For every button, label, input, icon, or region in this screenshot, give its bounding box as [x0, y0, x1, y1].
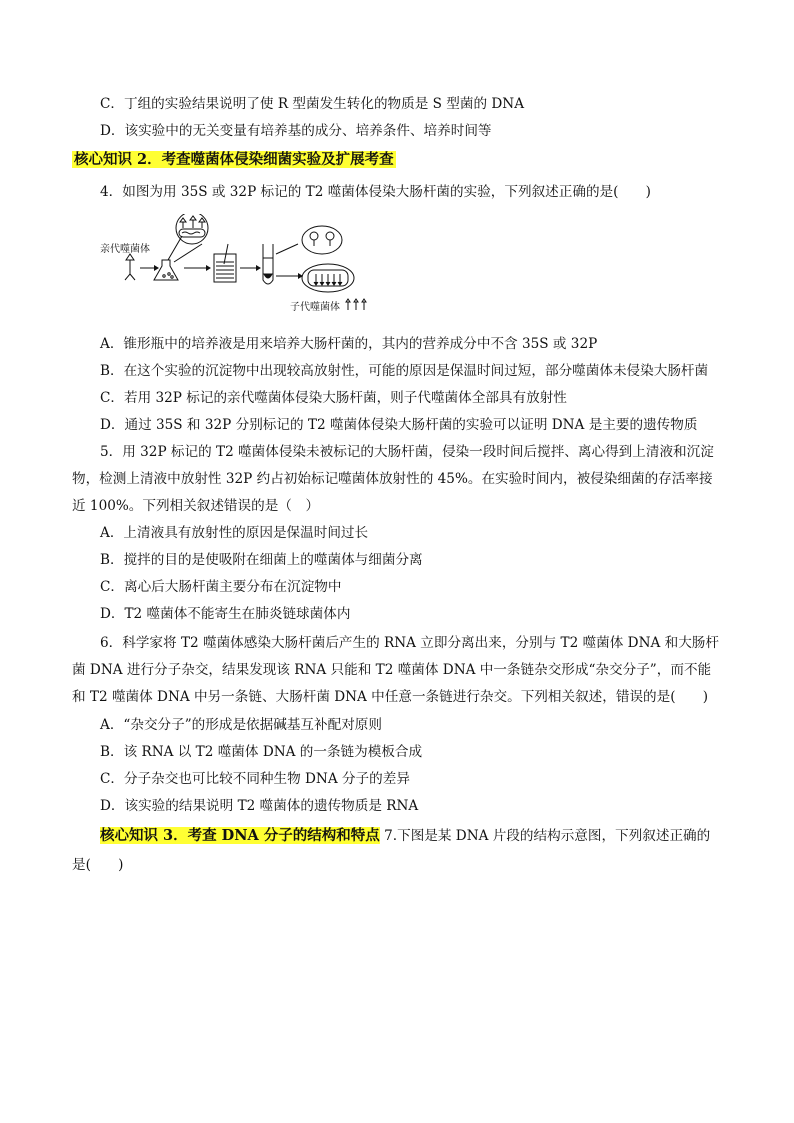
- question-6-stem-line2: 菌 DNA 进行分子杂交，结果发现该 RNA 只能和 T2 噬菌体 DNA 中一条链杂交形成“杂交分子”，而不能: [72, 662, 712, 678]
- question-6-option-c: C．分子杂交也可比较不同种生物 DNA 分子的差异: [100, 771, 410, 787]
- question-4-option-d: D．通过 35S 和 32P 分别标记的 T2 噬菌体侵染大肠杆菌的实验可以证明 DNA 是主要的遗传物质: [100, 417, 698, 433]
- question-6-option-d: D．该实验的结果说明 T2 噬菌体的遗传物质是 RNA: [100, 798, 419, 814]
- section-heading-2-text: 核心知识 2．考查噬菌体侵染细菌实验及扩展考查: [74, 151, 394, 168]
- label-parent-phage: 亲代噬菌体: [100, 244, 150, 255]
- section-heading-3-line: [100, 826, 710, 846]
- question-7-stem-line2: 是( ): [72, 857, 124, 873]
- option-d-prev: D．该实验中的无关变量有培养基的成分、培养条件、培养时间等: [100, 123, 492, 139]
- question-5-stem-line3: 近 100%。下列相关叙述错误的是（ ）: [72, 498, 320, 514]
- flask-icon: [154, 260, 178, 280]
- section-heading-2: [72, 150, 396, 170]
- offspring-phage-icon: [346, 299, 366, 310]
- question-6-option-a: A．“杂交分子”的形成是依据碱基互补配对原则: [100, 717, 382, 733]
- question-5-option-c: C．离心后大肠杆菌主要分布在沉淀物中: [100, 579, 342, 595]
- question-5-stem-line1: 5．用 32P 标记的 T2 噬菌体侵染未被标记的大肠杆菌，侵染一段时间后搅拌、离心得到上清液和沉淀: [100, 444, 714, 460]
- arrow-2-head: [206, 265, 211, 271]
- bacteria-offspring-icon: [302, 264, 354, 292]
- arrow-3-head: [256, 265, 261, 271]
- question-7-stem-line1: 7.下图是某 DNA 片段的结构示意图，下列叙述正确的: [379, 828, 711, 844]
- magnified-infection-icon: [168, 214, 208, 262]
- question-6-option-b: B．该 RNA 以 T2 噬菌体 DNA 的一条链为模板合成: [100, 744, 423, 760]
- arrow-1-head: [154, 265, 159, 271]
- beaker-icon: [214, 244, 236, 282]
- supernatant-phage-icon: [302, 226, 342, 254]
- question-6-stem-line1: 6．科学家将 T2 噬菌体感染大肠杆菌后产生的 RNA 立即分离出来，分别与 T2 噬菌体 DNA 和大肠杆: [100, 635, 719, 651]
- centrifuge-tube-icon: [263, 244, 273, 284]
- question-6-stem-line3: 和 T2 噬菌体 DNA 中另一条链、大肠杆菌 DNA 中任意一条链进行杂交。下列相关叙述，错误的是( ): [72, 689, 709, 705]
- question-4-option-a: A．锥形瓶中的培养液是用来培养大肠杆菌的，其内的营养成分中不含 35S 或 32P: [100, 336, 598, 352]
- question-5-stem-line2: 物，检测上清液中放射性 32P 约占初始标记噬菌体放射性的 45%。在实验时间内，被侵染细菌的存活率接: [72, 471, 713, 487]
- option-c-prev: C．丁组的实验结果说明了使 R 型菌发生转化的物质是 S 型菌的 DNA: [100, 96, 525, 112]
- question-5-option-b: B．搅拌的目的是使吸附在细菌上的噬菌体与细菌分离: [100, 552, 423, 568]
- phage-experiment-diagram: [100, 214, 370, 322]
- section-heading-3-text: 核心知识 3．考查 DNA 分子的结构和特点: [100, 827, 380, 844]
- label-offspring-phage: 子代噬菌体: [290, 302, 340, 313]
- question-5-option-d: D．T2 噬菌体不能寄生在肺炎链球菌体内: [100, 606, 351, 622]
- question-4-option-b: B．在这个实验的沉淀物中出现较高放射性，可能的原因是保温时间过短，部分噬菌体未侵染大肠杆菌: [100, 363, 709, 379]
- question-4-option-c: C．若用 32P 标记的亲代噬菌体侵染大肠杆菌，则子代噬菌体全部具有放射性: [100, 390, 567, 406]
- question-5-option-a: A．上清液具有放射性的原因是保温时间过长: [100, 525, 369, 541]
- arrow-4: [276, 244, 298, 254]
- parent-phage-icon: [125, 254, 135, 280]
- question-4-stem: 4．如图为用 35S 或 32P 标记的 T2 噬菌体侵染大肠杆菌的实验，下列叙述正确的是( ): [100, 184, 651, 200]
